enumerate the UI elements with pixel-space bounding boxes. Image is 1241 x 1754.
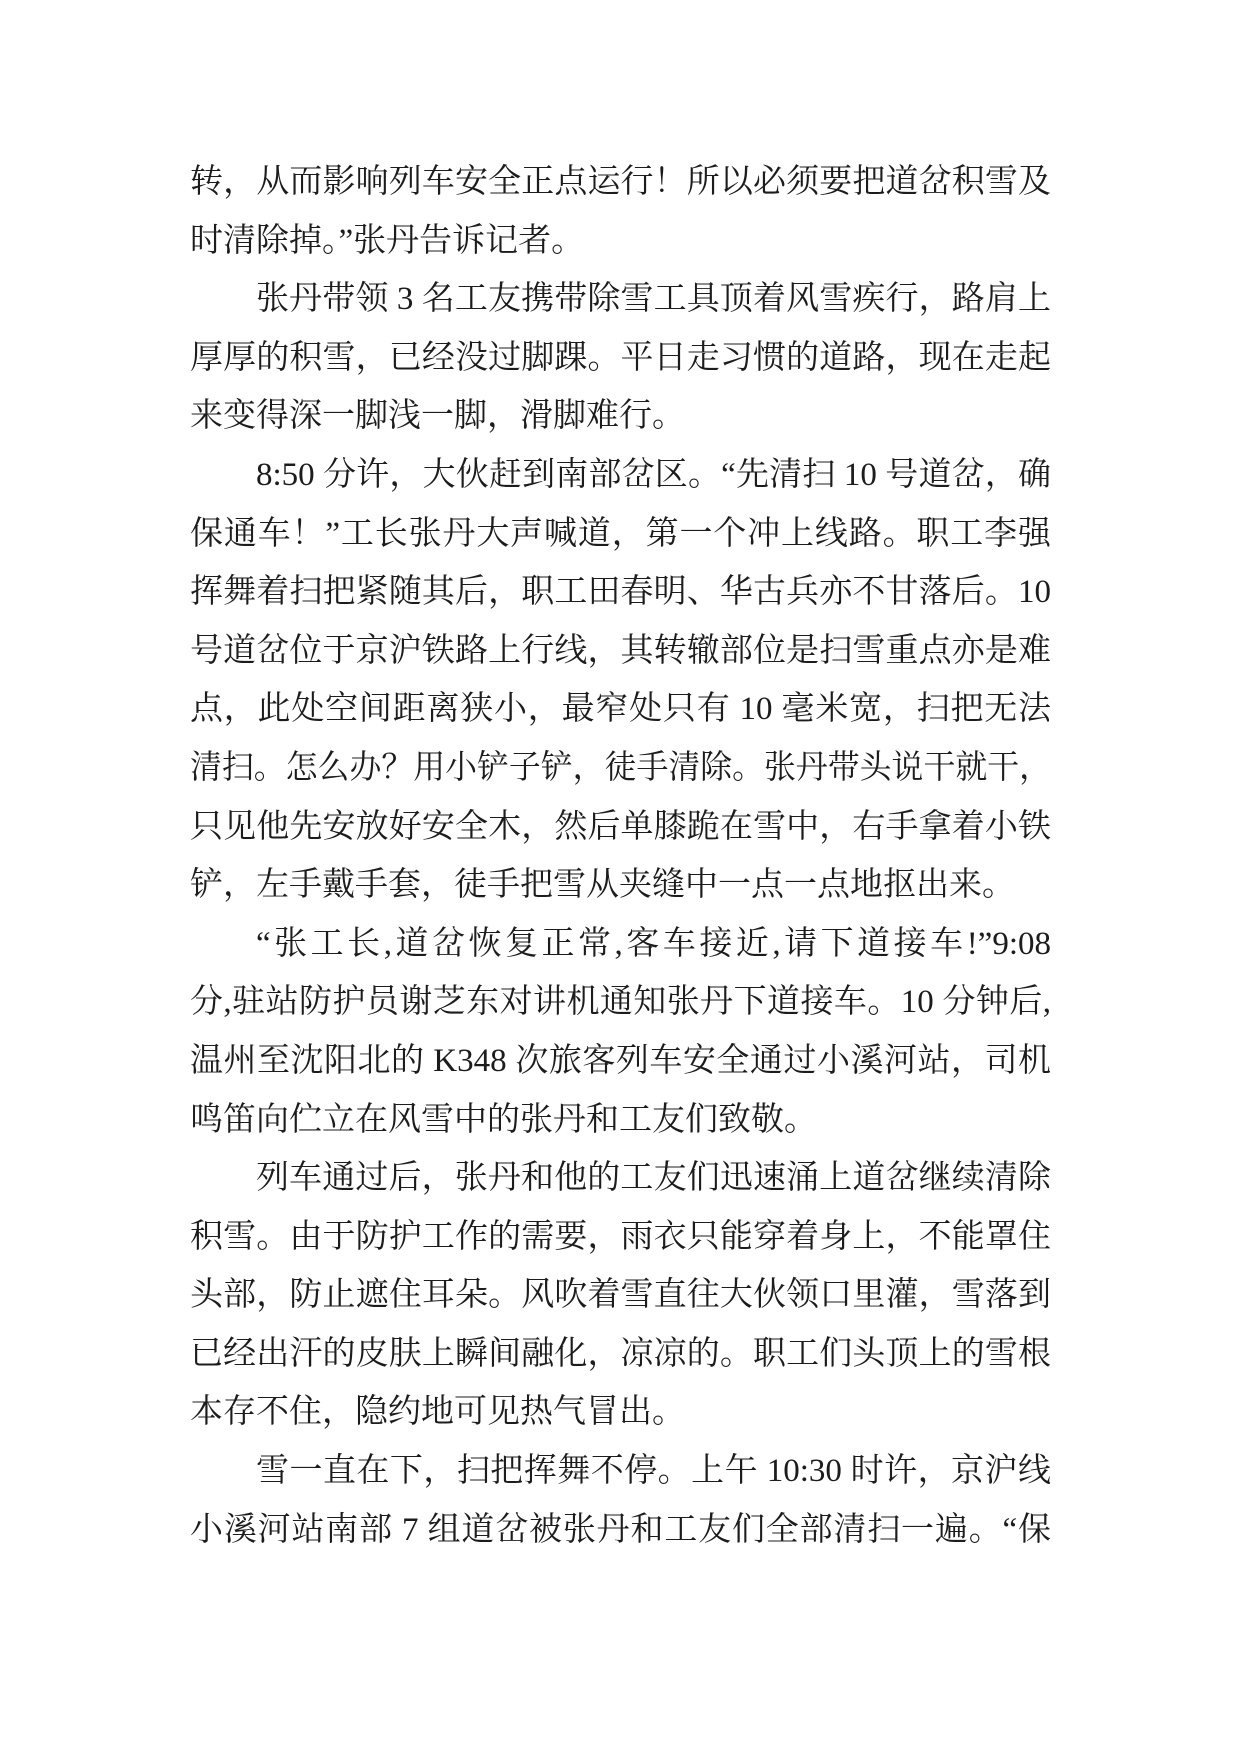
text-line: “张工长,道岔恢复正常,客车接近,请下道接车!”9:08 [256,925,1051,962]
text-line: 张丹带领 3 名工友携带除雪工具顶着风雪疾行，路肩上 [256,281,1051,318]
text-line: 雪一直在下，扫把挥舞不停。上午 10:30 时许，京沪线 [256,1453,1051,1490]
text-line: 挥舞着扫把紧随其后，职工田春明、华古兵亦不甘落后。10 [190,574,1051,611]
text-line: 分,驻站防护员谢芝东对讲机通知张丹下道接车。10 分钟后, [190,984,1051,1021]
article-body [190,153,1051,1559]
paragraph [190,1442,1051,1559]
text-line: 转，从而影响列车安全正点运行！所以必须要把道岔积雪及 [190,164,1051,200]
paragraph [190,153,1051,270]
text-line: 本存不住，隐约地可见热气冒出。 [190,1394,685,1431]
text-line: 列车通过后，张丹和他的工友们迅速涌上道岔继续清除 [256,1160,1051,1197]
text-line: 8:50 分许，大伙赶到南部岔区。“先清扫 10 号道岔，确 [256,456,1051,493]
text-line: 小溪河站南部 7 组道岔被张丹和工友们全部清扫一遍。“保 [190,1511,1051,1548]
paragraph [190,446,1051,915]
text-line: 号道岔位于京沪铁路上行线，其转辙部位是扫雪重点亦是难 [190,632,1051,669]
text-line: 只见他先安放好安全木，然后单膝跪在雪中，右手拿着小铁 [190,808,1051,845]
text-line: 头部，防止遮住耳朵。风吹着雪直往大伙领口里灌，雪落到 [190,1277,1051,1314]
text-line: 已经出汗的皮肤上瞬间融化，凉凉的。职工们头顶上的雪根 [190,1335,1051,1372]
paragraph [190,270,1051,446]
text-line: 点，此处空间距离狭小，最窄处只有 10 毫米宽，扫把无法 [190,691,1051,728]
text-line: 保通车！”工长张丹大声喊道，第一个冲上线路。职工李强 [190,515,1051,552]
text-line: 来变得深一脚浅一脚，滑脚难行。 [190,398,685,435]
text-line: 温州至沈阳北的 K348 次旅客列车安全通过小溪河站，司机 [190,1042,1051,1079]
text-line: 积雪。由于防护工作的需要，雨衣只能穿着身上，不能罩住 [190,1218,1051,1255]
paragraph [190,1149,1051,1442]
text-line: 时清除掉。”张丹告诉记者。 [190,222,585,259]
text-line: 铲，左手戴手套，徒手把雪从夹缝中一点一点地抠出来。 [190,867,1015,904]
text-line: 厚厚的积雪，已经没过脚踝。平日走习惯的道路，现在走起 [190,339,1051,376]
text-line: 鸣笛向伫立在风雪中的张丹和工友们致敬。 [190,1101,817,1138]
text-line: 清扫。怎么办？用小铲子铲，徒手清除。张丹带头说干就干， [190,749,1051,786]
paragraph [190,915,1051,1149]
